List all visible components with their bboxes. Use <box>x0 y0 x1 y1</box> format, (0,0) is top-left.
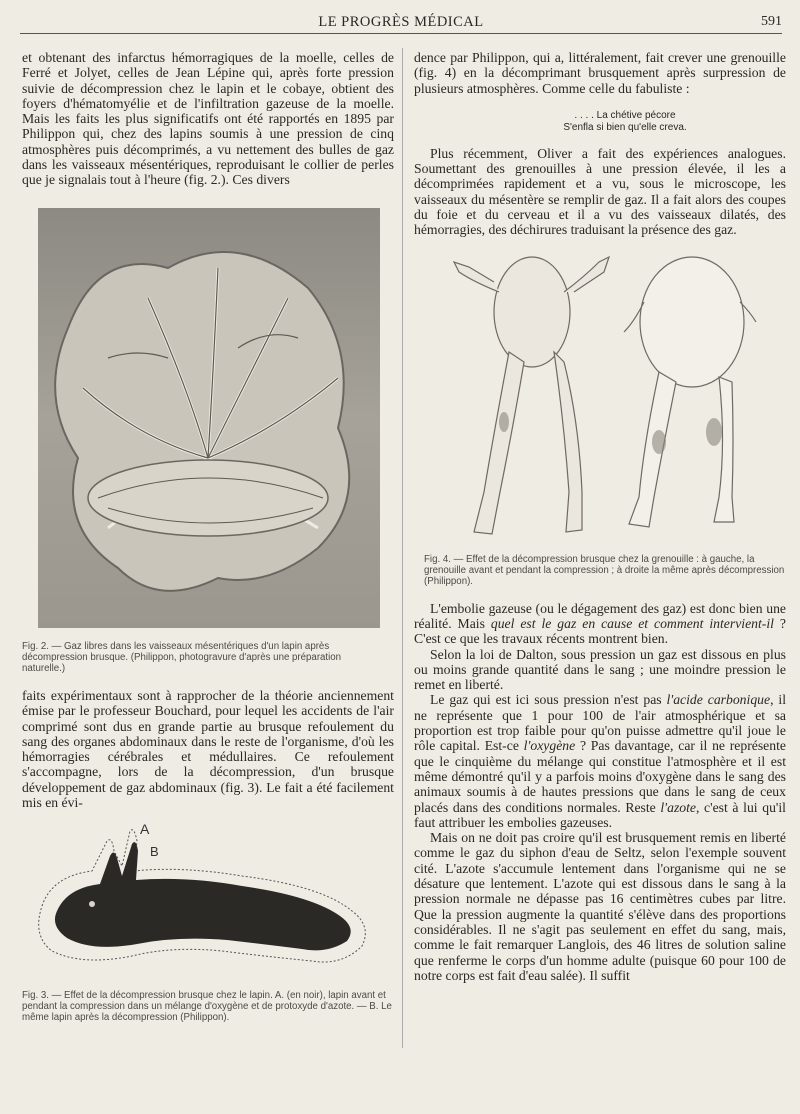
figure-2 <box>22 208 380 674</box>
p5-emphasis-2: l'oxygène <box>523 738 576 754</box>
p5-text-b: , il ne représente que 1 pour 100 de l'air atmosphérique et sa proportion est trop faible pour qu'on puisse admettre qu'il joue le rôle capital. Est-ce <box>414 692 787 754</box>
figure-4 <box>414 252 786 552</box>
p3-emphasis: quel est le gaz en cause et comment intervient-il <box>490 615 774 631</box>
verse-line-1: . . . . La chétive pécore <box>574 109 676 121</box>
p5-emphasis-1: l'acide carbonique <box>666 692 771 708</box>
p3-text-b: ? C'est ce que les travaux récents montrent bien. <box>414 615 786 647</box>
p5-text-c: ? Pas davantage, car il ne représente que le cinquième du mélange qui constitue l'atmosphère et il est même démontré qu'il y a parfois moins d'oxygène dans le sang des animaux soumis à de hautes pressions que dans le sang de ceux placés dans des conditions normales. Reste <box>414 738 786 815</box>
figure-2-caption: Fig. 2. — Gaz libres dans les vaisseaux mésentériques d'un lapin après décompression brusque. (Philippon, photogravure d'après une préparation naturelle.) <box>22 640 342 674</box>
journal-title: LE PROGRÈS MÉDICAL <box>318 14 484 30</box>
rabbit-illustration <box>22 816 394 981</box>
p3-text-a: L'embolie gazeuse (ou le dégagement des gaz) est donc bien une réalité. Mais <box>414 600 786 631</box>
left-column <box>22 50 394 1023</box>
fable-quote <box>464 110 786 134</box>
frogs-illustration <box>414 252 786 552</box>
right-paragraph-4: Selon la loi de Dalton, sous pression un gaz est dissous en plus ou moins grande quantité dans le sang ; une moindre pression le remet en liberté. <box>414 646 786 693</box>
right-paragraph-1: dence par Philippon, qui a, littéralement, fait crever une grenouille (fig. 4) en la décomprimant brusquement après surpression de plusieurs atmosphères. Comme celle du fabuliste : <box>414 50 786 96</box>
right-paragraph-2: Plus récemment, Oliver a fait des expériences analogues. Soumettant des grenouilles à une pression élevée, il les a décomprimées rapidement et a vu, sous le microscope, les vaisseaux du mésentère se remplir de gaz. Il a fait alors des coupes du foie et du cerveau et il a vu des vaisseaux dilatés, des hémorragies, des déchirures traduisant la présence des gaz. <box>414 145 786 238</box>
figure-3-caption: Fig. 3. — Effet de la décompression brusque chez le lapin. A. (en noir), lapin avant et pendant la compression dans un mélange d'oxygène et de protoxyde d'azote. — B. Le même lapin après la décompression (Philippon). <box>22 990 392 1024</box>
running-header <box>20 12 782 34</box>
right-paragraph-5 <box>414 692 786 830</box>
mesentery-photo <box>38 208 380 628</box>
fig3-label-b: B <box>150 844 159 860</box>
verse-line-2: S'enfla si bien qu'elle creva. <box>563 121 687 133</box>
fig3-label-a: A <box>140 821 150 838</box>
right-paragraph-3 <box>414 601 786 647</box>
figure-4-caption: Fig. 4. — Effet de la décompression brusque chez la grenouille : à gauche, la grenouille avant et pendant la compression ; à droite la même après décompression (Philippon). <box>424 553 785 587</box>
right-paragraph-6: Mais on ne doit pas croire qu'il est brusquement remis en liberté comme le gaz du siphon d'eau de Seltz, selon l'exemple souvent cité. L'azote s'accumule lentement dans l'organisme qui ne se désature que lentement. L'azote qui est dissous dans le sang à la pression normale ne dépasse pas 16 centimètres cubes par litre. Que la pression augmente la quantité s'élève dans des proportions considérables. Il ne s'agit pas seulement en effet du sang, mais, comme le fait remarquer Langlois, des 46 litres de solution saline que renferme le corps d'un homme adulte (puisque 60 pour 100 de notre corps est fait d'eau salée). Il suffit <box>414 830 786 983</box>
figure-3 <box>22 816 394 986</box>
page-number: 591 <box>761 14 782 29</box>
right-column <box>414 50 786 983</box>
left-paragraph-1: et obtenant des infarctus hémorragiques de la moelle, celles de Ferré et Jolyet, celles de Jean Lépine qui, après forte pression suivie de décompression chez le lapin et le cobaye, obtient des foyers d'hématomyélie et de l'infiltration gazeuse de la moelle. Mais les faits les plus significatifs ont été rapportés en 1895 par Philippon qui, chez des lapins soumis à une pression de cinq atmosphères puis décomprimés, a vu nettement des bulles de gaz dans les vaisseaux mésentériques, reproduisant le collier de perles que je signalais tout à l'heure (fig. 2.). Ces divers <box>22 50 394 188</box>
left-paragraph-2: faits expérimentaux sont à rapprocher de la théorie anciennement émise par le professeur Bouchard, pour lequel les accidents de l'air comprimé sont dus en grande partie au brusque refoulement du sang des organes abdominaux dans le reste de l'organisme, d'où les hémorragies cérébrales et médullaires. Ce refoulement s'accompagne, lors de la décompression, d'un brusque développement de gaz abdominaux (fig. 3). Le fait a été facilement mis en évi- <box>22 687 394 811</box>
p5-text-a: Le gaz qui est ici sous pression n'est pas <box>430 692 667 708</box>
header-rule <box>20 33 782 34</box>
column-divider <box>402 48 403 1048</box>
p5-emphasis-3: l'azote <box>660 799 696 815</box>
p5-text-d: , c'est à lui qu'il faut attribuer les embolies gazeuses. <box>414 799 786 830</box>
